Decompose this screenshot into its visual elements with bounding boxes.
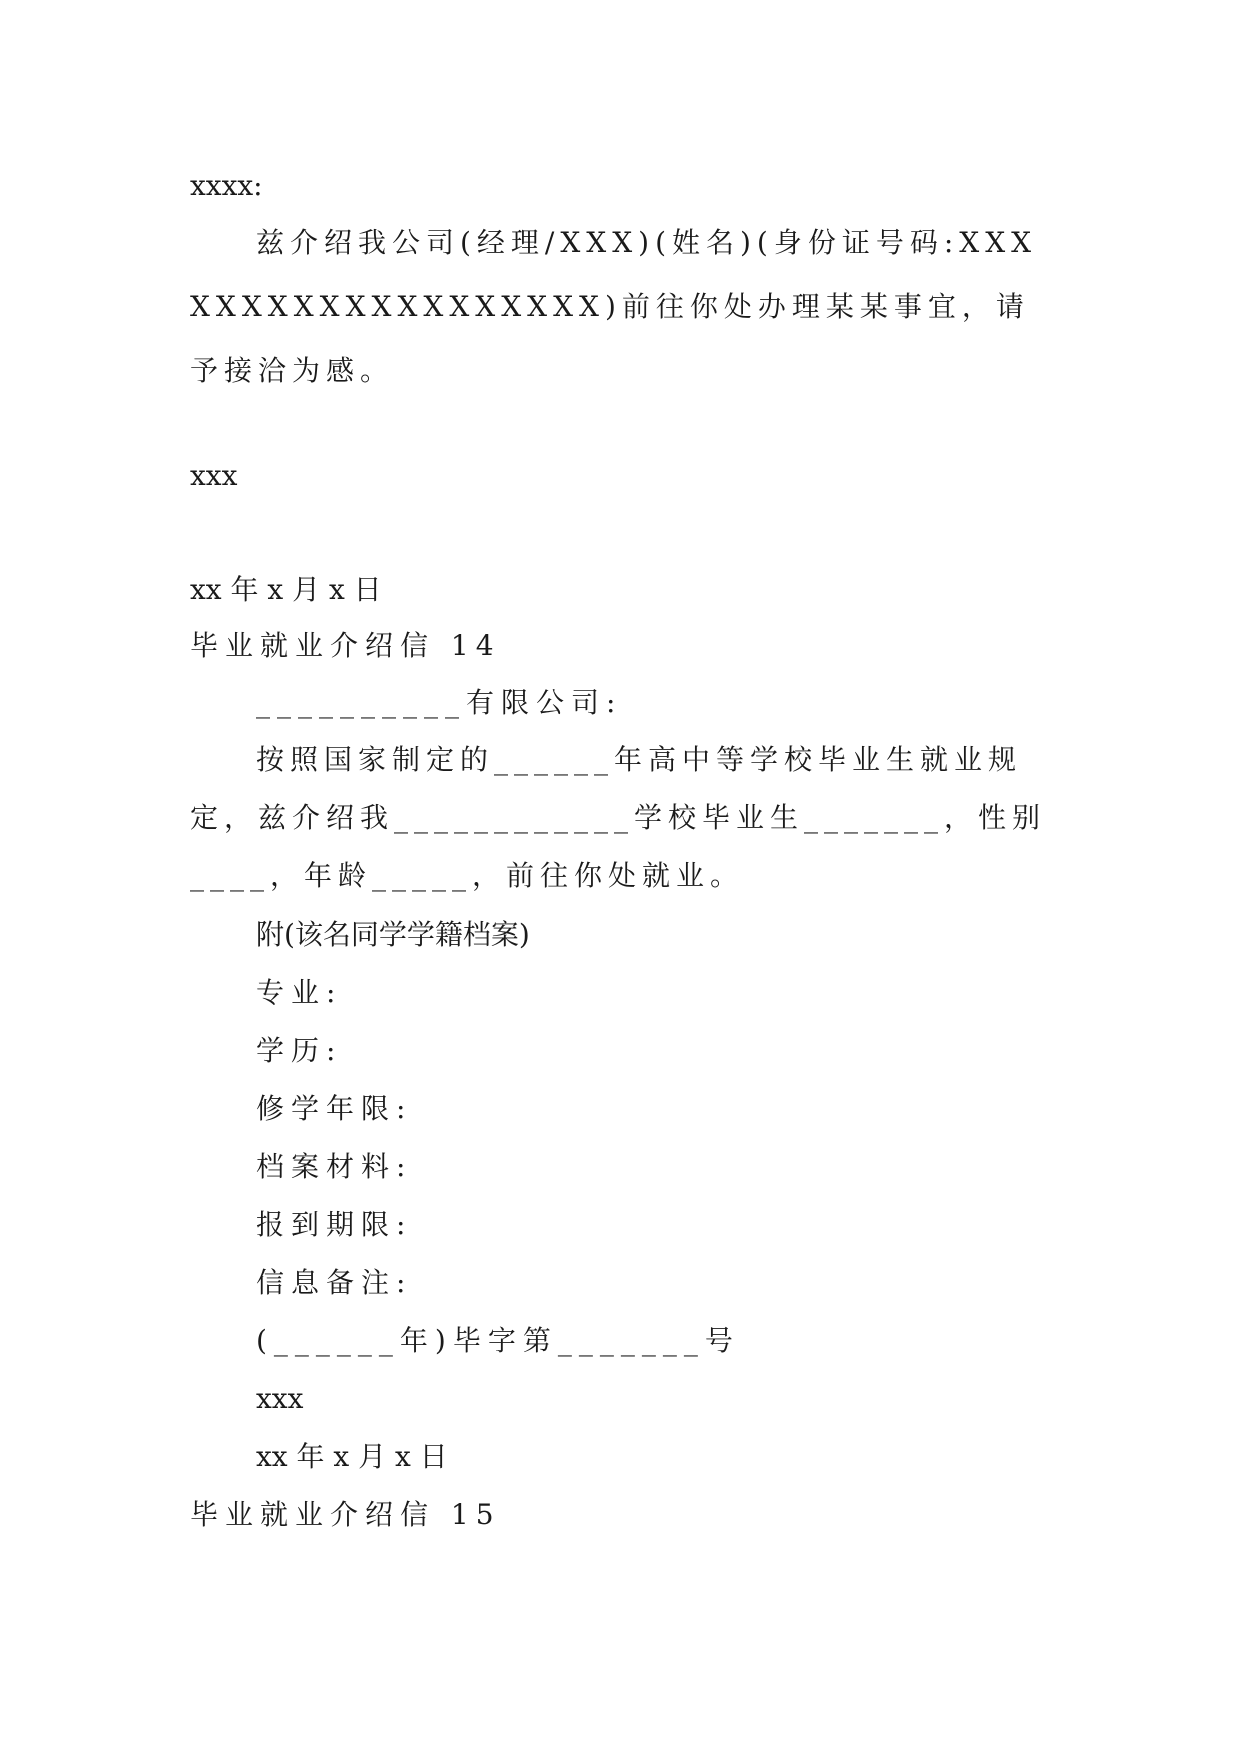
- letter-date: xx 年 x 月 x 日: [190, 573, 382, 606]
- field-study-years: 修学年限:: [256, 1092, 413, 1125]
- signer-14: xxx: [256, 1382, 304, 1415]
- number-line: (______年)毕字第_______号: [256, 1324, 740, 1357]
- letter-body: 兹介绍我公司(经理/XXX)(姓名)(身份证号码:XXXXXXXXXXXXXXXXXXX)前往你处办理某某事宜，请予接洽为感。: [190, 226, 1038, 387]
- letter-date-14: xx 年 x 月 x 日: [256, 1440, 448, 1473]
- section-title: 毕业就业介绍信 14: [190, 629, 501, 662]
- field-report-deadline: 报到期限:: [256, 1208, 413, 1241]
- field-major: 专业:: [256, 976, 343, 1009]
- signer: xxx: [190, 459, 238, 492]
- letter-body-14: 按照国家制定的______年高中等学校毕业生就业规定，兹介绍我____________学校毕业生_______，性别____，年龄_____，前往你处就业。: [190, 743, 1047, 892]
- salutation: xxxx:: [190, 169, 263, 202]
- field-education: 学历:: [256, 1034, 343, 1067]
- section-title-15: 毕业就业介绍信 15: [190, 1498, 501, 1531]
- attachment-line: 附(该名同学学籍档案): [256, 918, 530, 951]
- recipient-line: __________有限公司:: [256, 686, 623, 719]
- field-notes: 信息备注:: [256, 1266, 413, 1299]
- field-archive-materials: 档案材料:: [256, 1150, 413, 1183]
